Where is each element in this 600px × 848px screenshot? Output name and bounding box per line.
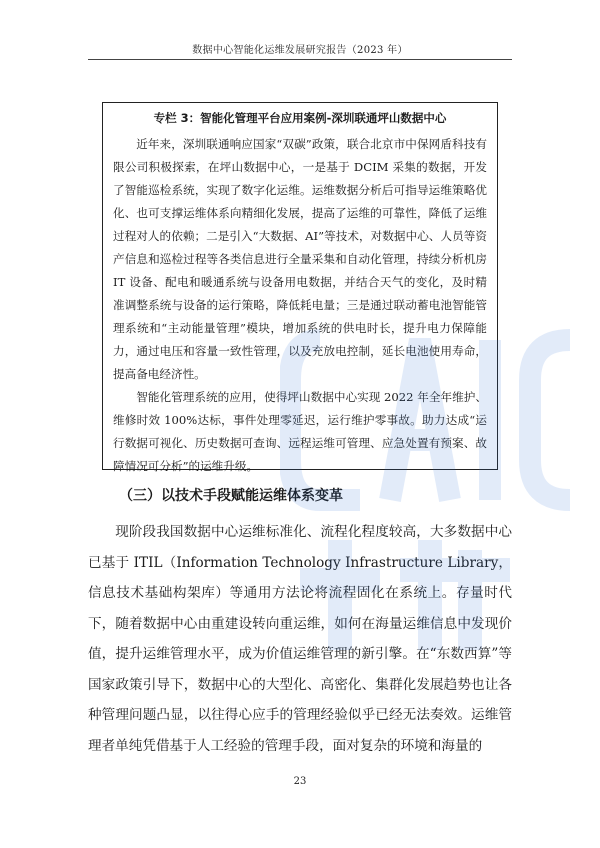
case-study-paragraph-1: 近年来，深圳联通响应国家“双碳”政策，联合北京市中保网盾科技有限公司积极探索，在坪山数据中心，一是基于 DCIM 采集的数据，开发了智能巡检系统，实现了数字化运维。运维数据分析后可指导运维策略优化、也可支撑运维体系向精细化发展，提高了运维的可靠性，降低了运维过程对人的依赖；二是引入“大数据、AI”等技术，对数据中心、人员等资产信息和巡检过程等各类信息进行全量采集和自动化管理，持续分析机房 IT 设备、配电和暖通系统与设备用电数据，并结合天气的变化，及时精准调整系统与设备的运行策略，降低耗电量；三是通过联动蓄电池智能管理系统和“主动能量管理”模块，增加系统的供电时长，提升电力保障能力，通过电压和容量一致性管理，以及充放电控制，延长电池使用寿命，提高备电经济性。 — [113, 137, 487, 381]
page-number: 23 — [293, 776, 307, 787]
body-paragraph: 现阶段我国数据中心运维标准化、流程化程度较高，大多数据中心已基于 ITIL（Information Technology Infrastructure Library，信息技术基础构架库）等通用方法论将流程固化在系统上。存量时代下，随着数据中心由重建设转向重运维，如何在海量运维信息中发现价值，提升运维管理水平，成为价值运维管理的新引擎。在“东数西算”等国家政策引导下，数据中心的大型化、高密化、集群化发展趋势也让各种管理问题凸显，以往得心应手的管理经验似乎已经无法奏效。运维管理者单纯凭借基于人工经验的管理手段，面对复杂的环境和海量的 — [88, 524, 512, 754]
section-heading: （三）以技术手段赋能运维体系变革 — [119, 488, 343, 504]
running-header: 数据中心智能化运维发展研究报告（2023 年） — [192, 45, 408, 56]
case-study-paragraph-2: 智能化管理系统的应用，使得坪山数据中心实现 2022 年全年维护、维修时效 100%达标，事件处理零延迟，运行维护零事故。助力达成“运行数据可视化、历史数据可查询、远程运维可管理、应急处置有预案、故障情况可分析”的运维升级。 — [113, 390, 487, 473]
header-divider — [88, 59, 512, 60]
case-study-title: 专栏 3：智能化管理平台应用案例-深圳联通坪山数据中心 — [153, 111, 447, 125]
case-study-box — [102, 102, 498, 473]
